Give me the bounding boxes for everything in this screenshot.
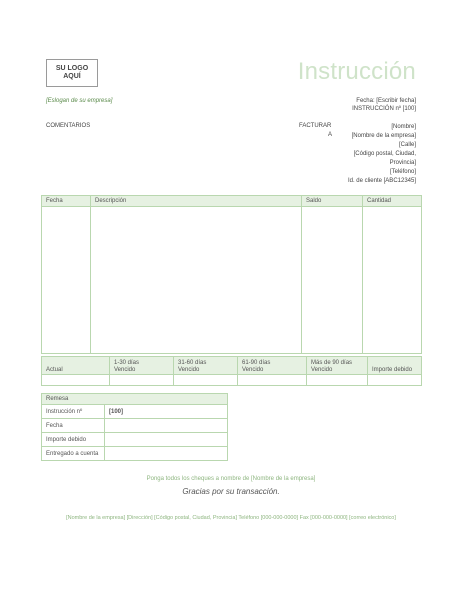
cheques-note: Ponga todos los cheques a nombre de [Nombre de la empresa] (146, 476, 316, 482)
aging-values-row (42, 375, 422, 386)
bill-to-block (348, 123, 416, 186)
bill-to-company: [Nombre de la empresa] (351, 133, 416, 139)
aging-col-importe: Importe debido (368, 357, 422, 375)
company-slogan: [Eslogan de su empresa] (46, 98, 113, 104)
bill-to-customer-id: Id. de cliente [ABC12345] (347, 178, 416, 184)
line-items-table (41, 195, 422, 354)
table-row (42, 405, 228, 419)
bill-to-name: [Nombre] (391, 124, 416, 130)
bill-to-city: [Código postal, Ciudad, (353, 151, 416, 157)
aging-col-1-30: 1-30 días Vencido (110, 357, 174, 375)
remittance-label: Importe debido (42, 433, 105, 447)
table-row (42, 433, 228, 447)
remittance-value (105, 447, 228, 461)
bill-to-street: [Calle] (398, 142, 416, 148)
remittance-label: Instrucción nº (42, 405, 105, 419)
aging-col-61-90: 61-90 días Vencido (238, 357, 307, 375)
logo-line-2: AQUÍ (63, 73, 81, 80)
col-fecha: Fecha (42, 196, 91, 207)
table-row (42, 447, 228, 461)
aging-table (41, 356, 422, 386)
comments-label: COMENTARIOS (46, 123, 91, 129)
bill-to-label-2: A (328, 132, 333, 138)
thank-you-note: Gracias por su transacción. (182, 487, 280, 496)
aging-col-31-60: 31-60 días Vencido (174, 357, 238, 375)
bill-to-province: Provincia] (389, 160, 416, 166)
col-descripcion: Descripción (91, 196, 302, 207)
remittance-label: Entregado a cuenta (42, 447, 105, 461)
logo-placeholder (46, 59, 98, 87)
remittance-title: Remesa (42, 394, 228, 405)
col-saldo: Saldo (302, 196, 363, 207)
instruction-number: INSTRUCCIÓN nº [100] (352, 106, 416, 112)
remittance-label: Fecha (42, 419, 105, 433)
contact-footer: [Nombre de la empresa] [Dirección] [Código postal, Ciudad, Provincia] Teléfono [000-000-0000] Fax [000-000-0000] [correo electrónico] (66, 515, 396, 521)
remittance-table (41, 393, 228, 461)
logo-line-1: SU LOGO (55, 65, 89, 72)
aging-col-actual: Actual (42, 357, 110, 375)
table-body-row (42, 207, 422, 354)
remittance-value (105, 433, 228, 447)
bill-to-label-1: FACTURAR (299, 123, 332, 129)
date-line: Fecha: [Escribir fecha] (356, 98, 416, 104)
document-title: Instrucción (297, 58, 416, 85)
remittance-value (105, 419, 228, 433)
col-cantidad: Cantidad (363, 196, 422, 207)
remittance-value: [100] (105, 405, 228, 419)
table-row (42, 419, 228, 433)
aging-col-90-plus: Más de 90 días Vencido (307, 357, 368, 375)
bill-to-phone: [Teléfono] (389, 169, 416, 175)
